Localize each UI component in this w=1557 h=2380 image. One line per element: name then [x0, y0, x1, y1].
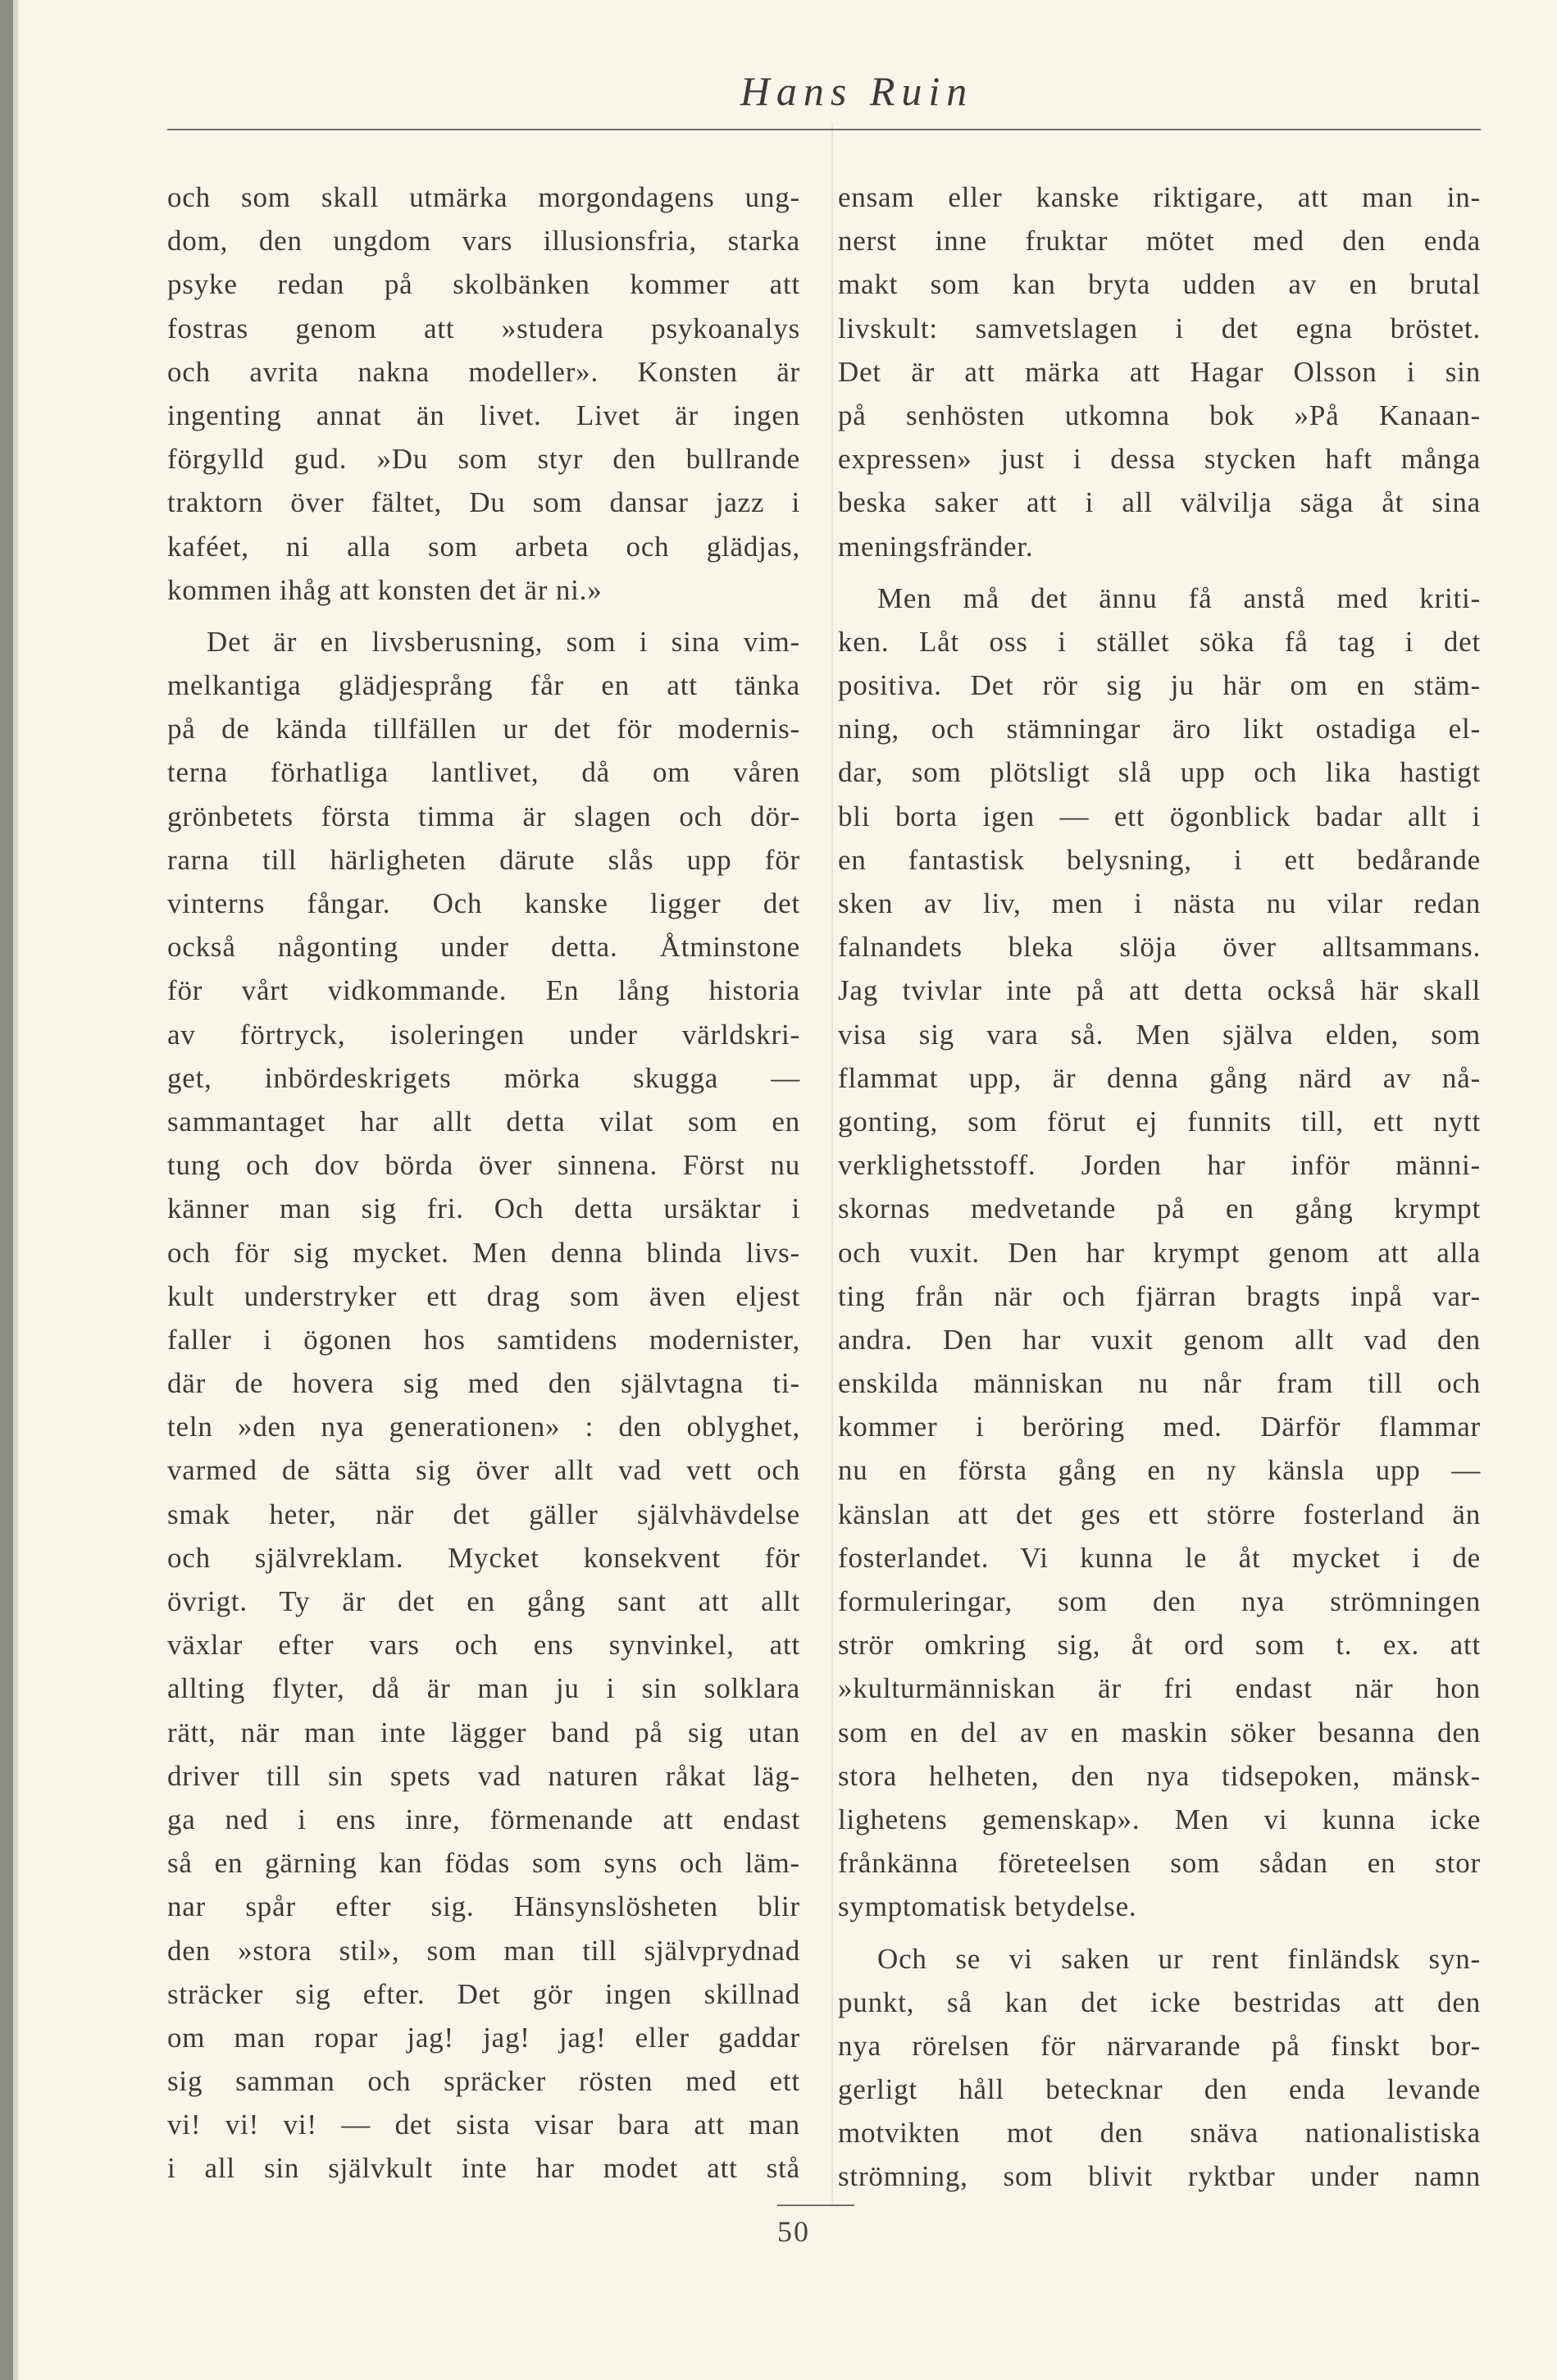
text-line: livskult: samvetslagen i det egna bröstet.	[838, 312, 1481, 344]
text-line: bli borta igen — ett ögonblick badar allt i	[838, 800, 1481, 832]
text-line: falnandets bleka slöja över alltsammans.	[838, 931, 1481, 964]
page-fold-line	[831, 123, 833, 2206]
text-line: get, inbördeskrigets mörka skugga —	[167, 1061, 800, 1094]
text-line: där de hovera sig med den självtagna ti-	[167, 1367, 800, 1400]
text-line: kult understryker ett drag som även eljest	[167, 1279, 800, 1312]
text-line: ning, och stämningar äro likt ostadiga el-	[838, 713, 1481, 745]
text-line: psyke redan på skolbänken kommer att	[167, 268, 800, 301]
text-line: och som skall utmärka morgondagens ung-	[167, 181, 800, 213]
left-column	[167, 176, 800, 2199]
text-line: faller i ögonen hos samtidens modernister,	[167, 1323, 800, 1356]
text-line: enskilda människan nu når fram till och	[838, 1367, 1481, 1400]
text-line: vinterns fångar. Och kanske ligger det	[167, 887, 800, 919]
running-head-author: Hans Ruin	[740, 68, 974, 114]
scan-edge-shadow	[13, 0, 18, 2380]
text-line: driver till sin spets vad naturen råkat läg-	[167, 1759, 800, 1792]
text-line: sträcker sig efter. Det gör ingen skillnad	[167, 1977, 800, 2010]
text-line: nerst inne fruktar mötet med den enda	[838, 225, 1481, 258]
text-line: Jag tvivlar inte på att detta också här skall	[838, 974, 1481, 1007]
text-line: ingenting annat än livet. Livet är ingen	[167, 399, 800, 431]
text-line: förgylld gud. »Du som styr den bullrande	[167, 443, 800, 476]
text-line: och självreklam. Mycket konsekvent för	[167, 1541, 800, 1574]
text-line: grönbetets första timma är slagen och dör-	[167, 800, 800, 832]
text-line: på senhösten utkomna bok »På Kanaan-	[838, 399, 1481, 431]
page-number: 50	[777, 2215, 810, 2248]
text-line: ting från när och fjärran bragts inpå var-	[838, 1279, 1481, 1312]
text-line: formuleringar, som den nya strömningen	[838, 1585, 1481, 1617]
text-line: melkantiga glädjesprång får en att tänka	[167, 669, 800, 702]
text-line: frånkänna företeelsen som sådan en stor	[838, 1847, 1481, 1880]
paragraph	[167, 176, 800, 612]
text-line: dar, som plötsligt slå upp och lika hastigt	[838, 756, 1481, 789]
text-line: varmed de sätta sig över allt vad vett och	[167, 1454, 800, 1487]
text-line: vi! vi! vi! — det sista visar bara att man	[167, 2109, 800, 2141]
text-line: verklighetsstoff. Jorden har inför männi-	[838, 1149, 1481, 1182]
text-line: i all sin självkult inte har modet att stå	[167, 2152, 800, 2185]
text-line: en fantastisk belysning, i ett bedårande	[838, 843, 1481, 876]
text-line: fostras genom att »studera psykoanalys	[167, 312, 800, 344]
text-line: Men må det ännu få anstå med kriti-	[877, 581, 1481, 614]
text-line: sken av liv, men i nästa nu vilar redan	[838, 887, 1481, 919]
text-line: och avrita nakna modeller». Konsten är	[167, 355, 800, 388]
header-rule	[167, 129, 1481, 130]
text-line: sig samman och spräcker rösten med ett	[167, 2065, 800, 2098]
text-line: Det är att märka att Hagar Olsson i sin	[838, 355, 1481, 388]
text-line: punkt, så kan det icke bestridas att den	[838, 1986, 1481, 2018]
text-line: ensam eller kanske riktigare, att man in-	[838, 181, 1481, 213]
text-line: för vårt vidkommande. En lång historia	[167, 974, 800, 1007]
text-line: på de kända tillfällen ur det för modernis-	[167, 713, 800, 745]
text-line: visa sig vara så. Men själva elden, som	[838, 1018, 1481, 1051]
text-line: lighetens gemenskap». Men vi kunna icke	[838, 1803, 1481, 1835]
text-line: skornas medvetande på en gång krympt	[838, 1192, 1481, 1225]
paragraph	[838, 176, 1481, 568]
text-line: terna förhatliga lantlivet, då om våren	[167, 756, 800, 789]
text-line: gerligt håll betecknar den enda levande	[838, 2073, 1481, 2106]
text-line: beska saker att i all välvilja säga åt sina	[838, 486, 1481, 519]
text-line: om man ropar jag! jag! jag! eller gaddar	[167, 2021, 800, 2054]
text-line: positiva. Det rör sig ju här om en stäm-	[838, 669, 1481, 702]
text-line: motvikten mot den snäva nationalistiska	[838, 2117, 1481, 2150]
text-line: så en gärning kan födas som syns och läm-	[167, 1847, 800, 1880]
text-line: som en del av en maskin söker besanna den	[838, 1716, 1481, 1749]
text-line: rarna till härligheten därute slås upp för	[167, 843, 800, 876]
text-line: ga ned i ens inre, förmenande att endast	[167, 1803, 800, 1835]
text-line: också någonting under detta. Åtminstone	[167, 931, 800, 964]
text-line: sammantaget har allt detta vilat som en	[167, 1105, 800, 1138]
text-line: av förtryck, isoleringen under världskri-	[167, 1018, 800, 1051]
text-line: stora helheten, den nya tidsepoken, mänsk-	[838, 1759, 1481, 1792]
text-line: kommen ihåg att konsten det är ni.»	[167, 573, 603, 606]
text-line: andra. Den har vuxit genom allt vad den	[838, 1323, 1481, 1356]
text-line: fosterlandet. Vi kunna le åt mycket i de	[838, 1541, 1481, 1574]
text-line: och för sig mycket. Men denna blinda livs-	[167, 1236, 800, 1269]
paragraph	[167, 620, 800, 2191]
text-line: strör omkring sig, åt ord som t. ex. att	[838, 1629, 1481, 1662]
text-line: växlar efter vars och ens synvinkel, att	[167, 1629, 800, 1662]
text-line: nya rörelsen för närvarande på finskt bor-	[838, 2029, 1481, 2062]
text-line: expressen» just i dessa stycken haft många	[838, 443, 1481, 476]
text-line: övrigt. Ty är det en gång sant att allt	[167, 1585, 800, 1617]
text-line: meningsfränder.	[838, 530, 1034, 563]
text-line: och vuxit. Den har krympt genom att alla	[838, 1236, 1481, 1269]
text-line: tung och dov börda över sinnena. Först nu	[167, 1149, 800, 1182]
page-number-rule	[777, 2204, 854, 2206]
text-line: känner man sig fri. Och detta ursäktar i	[167, 1192, 800, 1225]
text-line: makt som kan bryta udden av en brutal	[838, 268, 1481, 301]
text-line: rätt, när man inte lägger band på sig utan	[167, 1716, 800, 1749]
text-line: »kulturmänniskan är fri endast när hon	[838, 1672, 1481, 1705]
text-line: flammat upp, är denna gång närd av nå-	[838, 1061, 1481, 1094]
text-line: traktorn över fältet, Du som dansar jazz i	[167, 486, 800, 519]
text-line: Och se vi saken ur rent finländsk syn-	[877, 1942, 1481, 1975]
text-line: strömning, som blivit ryktbar under namn	[838, 2160, 1481, 2193]
text-line: känslan att det ges ett större fosterland än	[838, 1498, 1481, 1530]
text-line: kommer i beröring med. Därför flammar	[838, 1411, 1481, 1443]
text-line: allting flyter, då är man ju i sin solklara	[167, 1672, 800, 1705]
text-line: Det är en livsberusning, som i sina vim-	[207, 625, 800, 658]
text-line: den »stora stil», som man till självprydnad	[167, 1934, 800, 1967]
text-line: smak heter, när det gäller självhävdelse	[167, 1498, 800, 1530]
scan-edge	[0, 0, 13, 2380]
text-line: nar spår efter sig. Hänsynslösheten blir	[167, 1890, 800, 1923]
right-column	[838, 176, 1481, 2207]
text-line: dom, den ungdom vars illusionsfria, starka	[167, 225, 800, 258]
text-line: teln »den nya generationen» : den oblyghet,	[167, 1411, 800, 1443]
text-line: ken. Låt oss i stället söka få tag i det	[838, 625, 1481, 658]
paragraph	[838, 577, 1481, 1929]
text-line: kaféet, ni alla som arbeta och glädjas,	[167, 530, 800, 563]
text-line: nu en första gång en ny känsla upp —	[838, 1454, 1481, 1487]
text-line: symptomatisk betydelse.	[838, 1890, 1137, 1923]
text-line: gonting, som förut ej funnits till, ett nytt	[838, 1105, 1481, 1138]
paragraph	[838, 1937, 1481, 2199]
